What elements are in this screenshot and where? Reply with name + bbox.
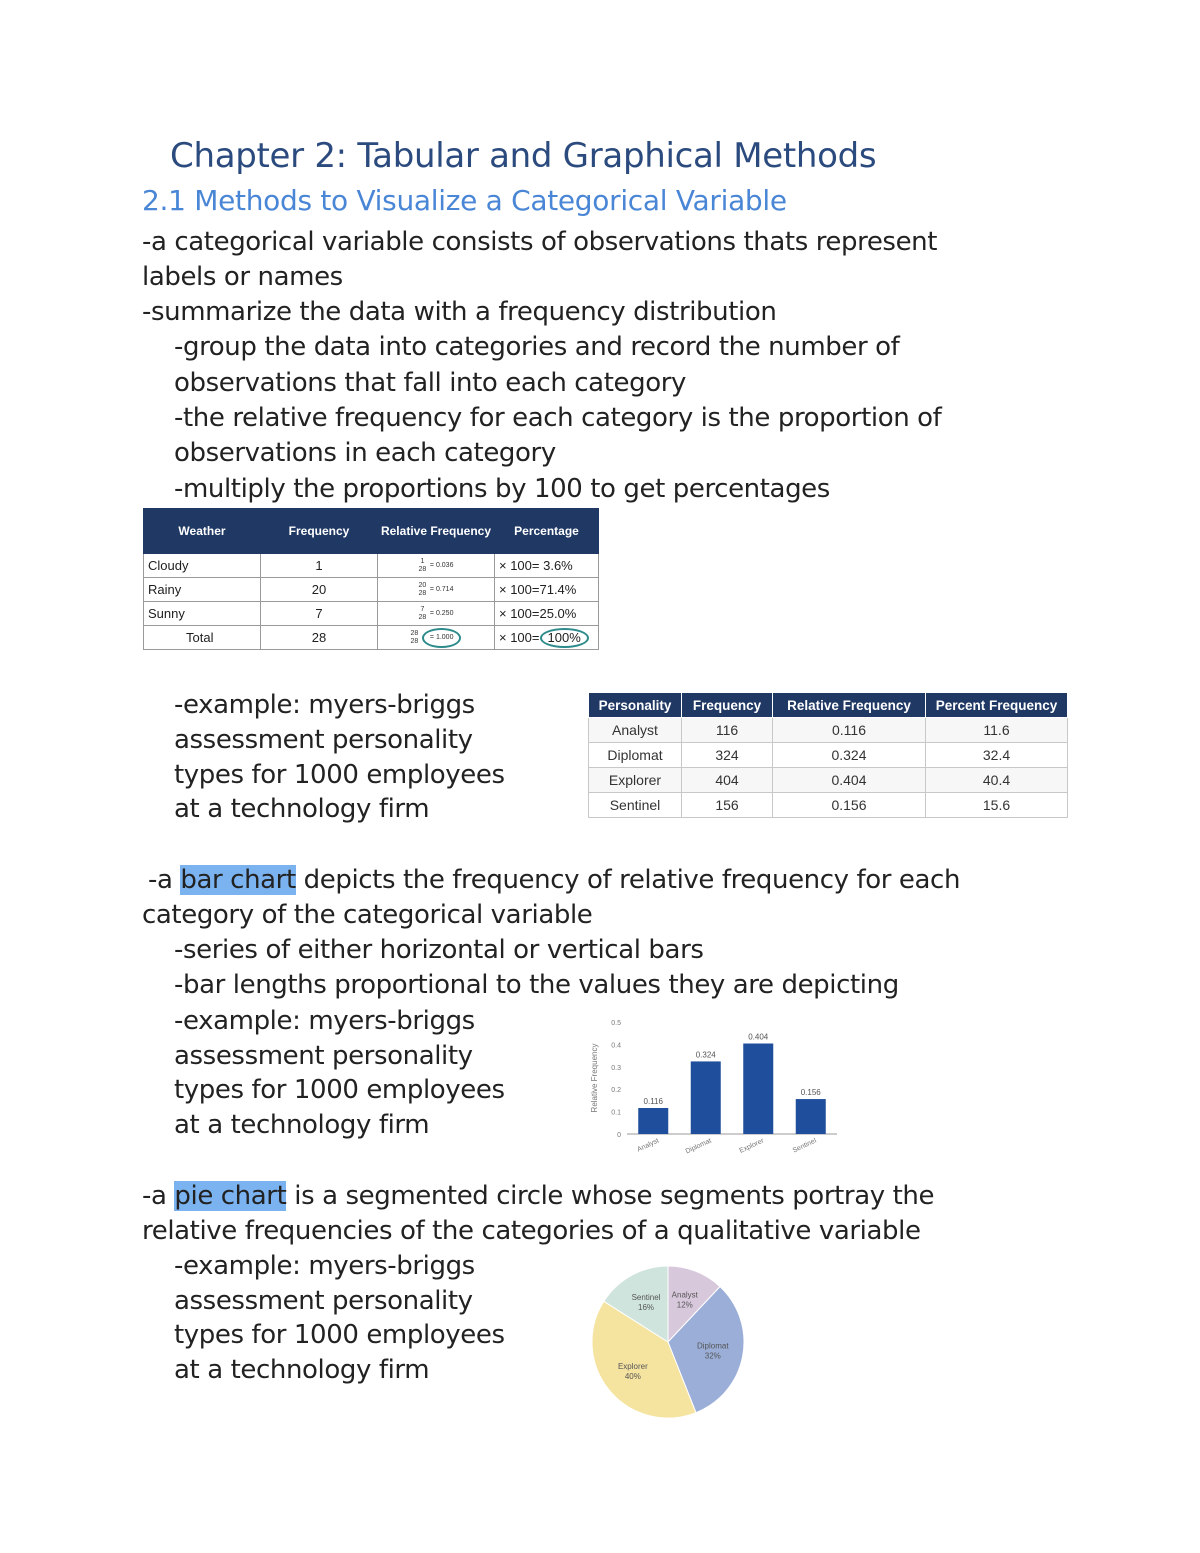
note-line: observations that fall into each category [174, 368, 686, 398]
relative-frequency-cell [378, 578, 495, 602]
weather-cell: Sunny [144, 602, 261, 626]
y-tick-label: 0.5 [611, 1020, 621, 1027]
table-cell: 40.4 [926, 768, 1068, 793]
text-prefix: -a [142, 1181, 175, 1211]
table-cell: 404 [682, 768, 773, 793]
table-row-total [144, 626, 599, 650]
fraction [419, 582, 427, 598]
note-line: -summarize the data with a frequency distribution [142, 297, 777, 327]
fraction-value: = 0.036 [429, 562, 454, 570]
fraction-value: = 0.714 [429, 586, 454, 594]
pie-slice-percent: 32% [704, 1351, 721, 1361]
fraction [419, 558, 427, 574]
table-header: Weather [144, 509, 261, 554]
note-line: -the relative frequency for each category is the proportion of [174, 403, 942, 433]
table-cell: Analyst [589, 718, 682, 743]
table-header: Frequency [682, 693, 773, 718]
circled-total-percentage: 100% [540, 628, 589, 648]
frequency-cell: 1 [261, 554, 378, 578]
note-line: labels or names [142, 262, 343, 292]
page-title: Chapter 2: Tabular and Graphical Methods [170, 136, 877, 176]
circled-total-relative: = 1.000 [422, 628, 462, 648]
pie-slice-percent: 12% [676, 1300, 693, 1310]
example-line: at a technology firm [174, 1110, 430, 1140]
example-line: -example: myers-briggs [174, 1251, 475, 1281]
example-line: types for 1000 employees [174, 1075, 505, 1105]
weather-frequency-table [143, 508, 599, 650]
weather-cell: Rainy [144, 578, 261, 602]
text-rest: depicts the frequency of relative frequency for each [295, 865, 961, 895]
section-heading: 2.1 Methods to Visualize a Categorical Variable [142, 184, 787, 217]
bar-data-label: 0.116 [643, 1097, 663, 1107]
frequency-cell: 7 [261, 602, 378, 626]
text-rest: is a segmented circle whose segments portray the [286, 1181, 935, 1211]
relative-frequency-cell [378, 626, 495, 650]
personality-frequency-table [588, 692, 1068, 818]
table-cell: 0.116 [773, 718, 926, 743]
bar-diplomat [691, 1061, 721, 1134]
percentage-cell: × 100= 3.6% [495, 554, 599, 578]
x-tick-label: Explorer [738, 1137, 766, 1155]
table-header: Relative Frequency [378, 509, 495, 554]
table-cell: Sentinel [589, 793, 682, 818]
example-line: types for 1000 employees [174, 1320, 505, 1350]
example-line: assessment personality [174, 1286, 473, 1316]
table-row [589, 768, 1068, 793]
note-line: -a categorical variable consists of observations thats represent [142, 227, 938, 257]
fraction-denominator: 28 [418, 589, 427, 597]
table-header: Percent Frequency [926, 693, 1068, 718]
table-row [589, 793, 1068, 818]
bar-sentinel [796, 1099, 826, 1134]
example-line: -example: myers-briggs [174, 1006, 475, 1036]
note-line: -group the data into categories and record the number of [174, 332, 900, 362]
x-tick-label: Sentinel [791, 1137, 818, 1155]
percentage-cell: × 100=71.4% [495, 578, 599, 602]
example-line: assessment personality [174, 725, 473, 755]
table-header: Relative Frequency [773, 693, 926, 718]
table-cell: 324 [682, 743, 773, 768]
pie-chart [580, 1262, 760, 1427]
pie-slice-percent: 40% [624, 1372, 641, 1382]
pie-slice-percent: 16% [638, 1303, 655, 1313]
table-cell: 116 [682, 718, 773, 743]
bar-explorer [743, 1044, 773, 1134]
note-line: category of the categorical variable [142, 900, 593, 930]
bar-data-label: 0.404 [748, 1032, 769, 1042]
weather-cell: Cloudy [144, 554, 261, 578]
table-cell: 0.324 [773, 743, 926, 768]
fraction [419, 606, 427, 622]
table-row [144, 554, 599, 578]
fraction [411, 630, 419, 646]
pie-slice-name: Diplomat [697, 1341, 729, 1351]
percentage-cell: × 100=25.0% [495, 602, 599, 626]
frequency-cell: 20 [261, 578, 378, 602]
y-tick-label: 0.2 [611, 1087, 621, 1095]
table-cell: 0.404 [773, 768, 926, 793]
fraction-denominator: 28 [418, 613, 427, 621]
table-header: Personality [589, 693, 682, 718]
percentage-prefix: × 100= [499, 629, 540, 645]
fraction-numerator: 20 [418, 581, 427, 589]
example-line: at a technology firm [174, 1355, 430, 1385]
x-tick-label: Analyst [636, 1137, 661, 1154]
x-tick-label: Diplomat [684, 1137, 713, 1156]
highlighted-term: bar chart [180, 865, 296, 895]
relative-frequency-cell [378, 602, 495, 626]
fraction-numerator: 1 [420, 557, 425, 565]
percentage-cell [495, 626, 599, 650]
fraction-denominator: 28 [410, 637, 419, 645]
pie-chart-definition [142, 1179, 934, 1214]
bar-data-label: 0.156 [800, 1088, 821, 1098]
highlighted-term: pie chart [174, 1181, 287, 1211]
example-line: types for 1000 employees [174, 760, 505, 790]
fraction-numerator: 28 [410, 629, 419, 637]
fraction-value: = 0.250 [429, 610, 454, 618]
table-cell: 15.6 [926, 793, 1068, 818]
note-line: -multiply the proportions by 100 to get percentages [174, 474, 830, 504]
table-cell: 32.4 [926, 743, 1068, 768]
example-line: at a technology firm [174, 794, 430, 824]
example-line: -example: myers-briggs [174, 690, 475, 720]
table-cell: 11.6 [926, 718, 1068, 743]
pie-slice-name: Sentinel [631, 1293, 661, 1303]
note-line: -bar lengths proportional to the values they are depicting [174, 970, 899, 1000]
table-header: Percentage [495, 509, 599, 554]
note-line: -series of either horizontal or vertical bars [174, 935, 704, 965]
table-cell: 0.156 [773, 793, 926, 818]
y-tick-label: 0.3 [611, 1064, 621, 1072]
bar-chart-definition [148, 863, 960, 898]
text-prefix: -a [148, 865, 181, 895]
total-label: Total [144, 626, 261, 650]
note-line: observations in each category [174, 438, 556, 468]
table-cell: Diplomat [589, 743, 682, 768]
example-line: assessment personality [174, 1041, 473, 1071]
bar-data-label: 0.324 [695, 1050, 716, 1060]
fraction-denominator: 28 [418, 565, 427, 573]
bar-chart [575, 1012, 875, 1167]
table-row [144, 602, 599, 626]
pie-slice-name: Analyst [671, 1290, 698, 1300]
note-line: relative frequencies of the categories of a qualitative variable [142, 1216, 921, 1246]
table-cell: 156 [682, 793, 773, 818]
table-cell: Explorer [589, 768, 682, 793]
relative-frequency-cell [378, 554, 495, 578]
table-header: Frequency [261, 509, 378, 554]
table-row [589, 718, 1068, 743]
y-axis-label: Relative Frequency [590, 1043, 599, 1113]
pie-slice-name: Explorer [617, 1362, 648, 1372]
y-tick-label: 0.4 [611, 1042, 621, 1050]
table-row [144, 578, 599, 602]
table-row [589, 743, 1068, 768]
frequency-cell: 28 [261, 626, 378, 650]
y-tick-label: 0 [617, 1132, 621, 1139]
fraction-numerator: 7 [420, 605, 425, 613]
bar-analyst [638, 1108, 668, 1134]
y-tick-label: 0.1 [611, 1109, 621, 1117]
